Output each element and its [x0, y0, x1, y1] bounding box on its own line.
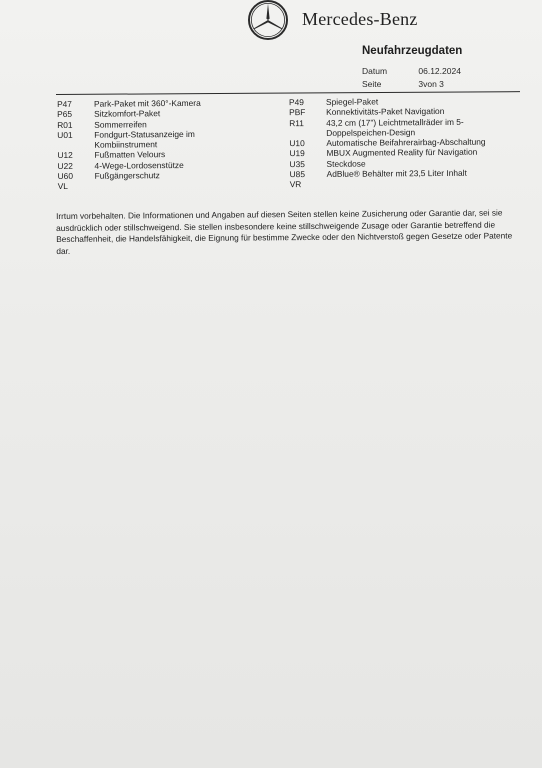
option-code: U22	[57, 160, 73, 171]
date-value: 06.12.2024	[418, 66, 461, 76]
option-description: AdBlue® Behälter mit 23,5 Liter Inhalt	[326, 167, 467, 179]
option-description: 4-Wege-Lordosenstütze	[94, 159, 184, 171]
option-code: U12	[57, 150, 73, 161]
option-description: Spiegel-Paket	[325, 96, 379, 107]
option-description	[327, 178, 530, 190]
page-label: Seite	[362, 79, 382, 89]
option-code: U01	[57, 129, 73, 140]
mercedes-star-icon	[244, 0, 292, 42]
option-description: Fußmatten Velours	[94, 149, 166, 161]
option-code: U35	[289, 158, 305, 169]
date-row	[362, 66, 461, 76]
date-label: Datum	[362, 66, 388, 76]
option-item	[57, 128, 287, 150]
document-title: Neufahrzeugdaten	[362, 45, 463, 57]
option-description: Fondgurt-Statusanzeige im Kombiinstrument	[94, 128, 195, 150]
option-description: Fußgängerschutz	[94, 170, 160, 181]
option-code: U60	[57, 170, 74, 182]
option-description: Sitzkomfort-Paket	[94, 108, 161, 120]
option-description: Park-Paket mit 360°-Kamera	[93, 97, 201, 109]
page-value: 3von 3	[418, 79, 444, 89]
header-divider	[56, 91, 520, 95]
option-item	[290, 178, 530, 190]
option-column-left	[57, 97, 288, 191]
option-description: 43,2 cm (17") Leichtmetallräder im 5- Doppelspeichen-Design	[326, 116, 464, 138]
option-code: P65	[57, 109, 73, 120]
option-code: P47	[57, 98, 72, 109]
option-code: VR	[289, 179, 302, 190]
option-code: R01	[57, 119, 73, 130]
option-item	[58, 180, 288, 192]
option-code: U85	[289, 169, 306, 180]
option-code: VL	[57, 181, 68, 192]
option-code: PBF	[289, 107, 306, 118]
option-code: R11	[289, 117, 304, 128]
option-description: Automatische Beifahrerairbag-Abschaltung	[326, 136, 486, 149]
option-description: Sommerreifen	[94, 118, 147, 130]
option-code: U10	[289, 138, 305, 149]
disclaimer-text: Irrtum vorbehalten. Die Informationen und Angaben auf diesen Seiten stellen keine Zusicherung oder Garantie dar, sei sie ausdrücklich oder stillschweigend. Sie stellen insbesondere keine stillschweigende Zusage oder Garantie betreffend die Beschaffenheit, die Handelsfähigkeit, die Eignung für bestimme Zwecke oder den Nichtverstoß gegen Gesetze oder Patente dar.	[56, 207, 513, 256]
option-description: MBUX Augmented Reality für Navigation	[326, 147, 478, 159]
option-code: P49	[288, 97, 304, 108]
option-code: U19	[289, 148, 305, 159]
option-item	[289, 116, 529, 138]
page-row	[362, 79, 444, 89]
option-description	[95, 180, 288, 192]
option-description: Steckdose	[326, 158, 366, 169]
option-column-right	[289, 95, 530, 190]
option-description: Konnektivitäts-Paket Navigation	[326, 106, 445, 118]
option-codes-list	[57, 95, 527, 192]
brand-name: Mercedes-Benz	[302, 9, 418, 29]
